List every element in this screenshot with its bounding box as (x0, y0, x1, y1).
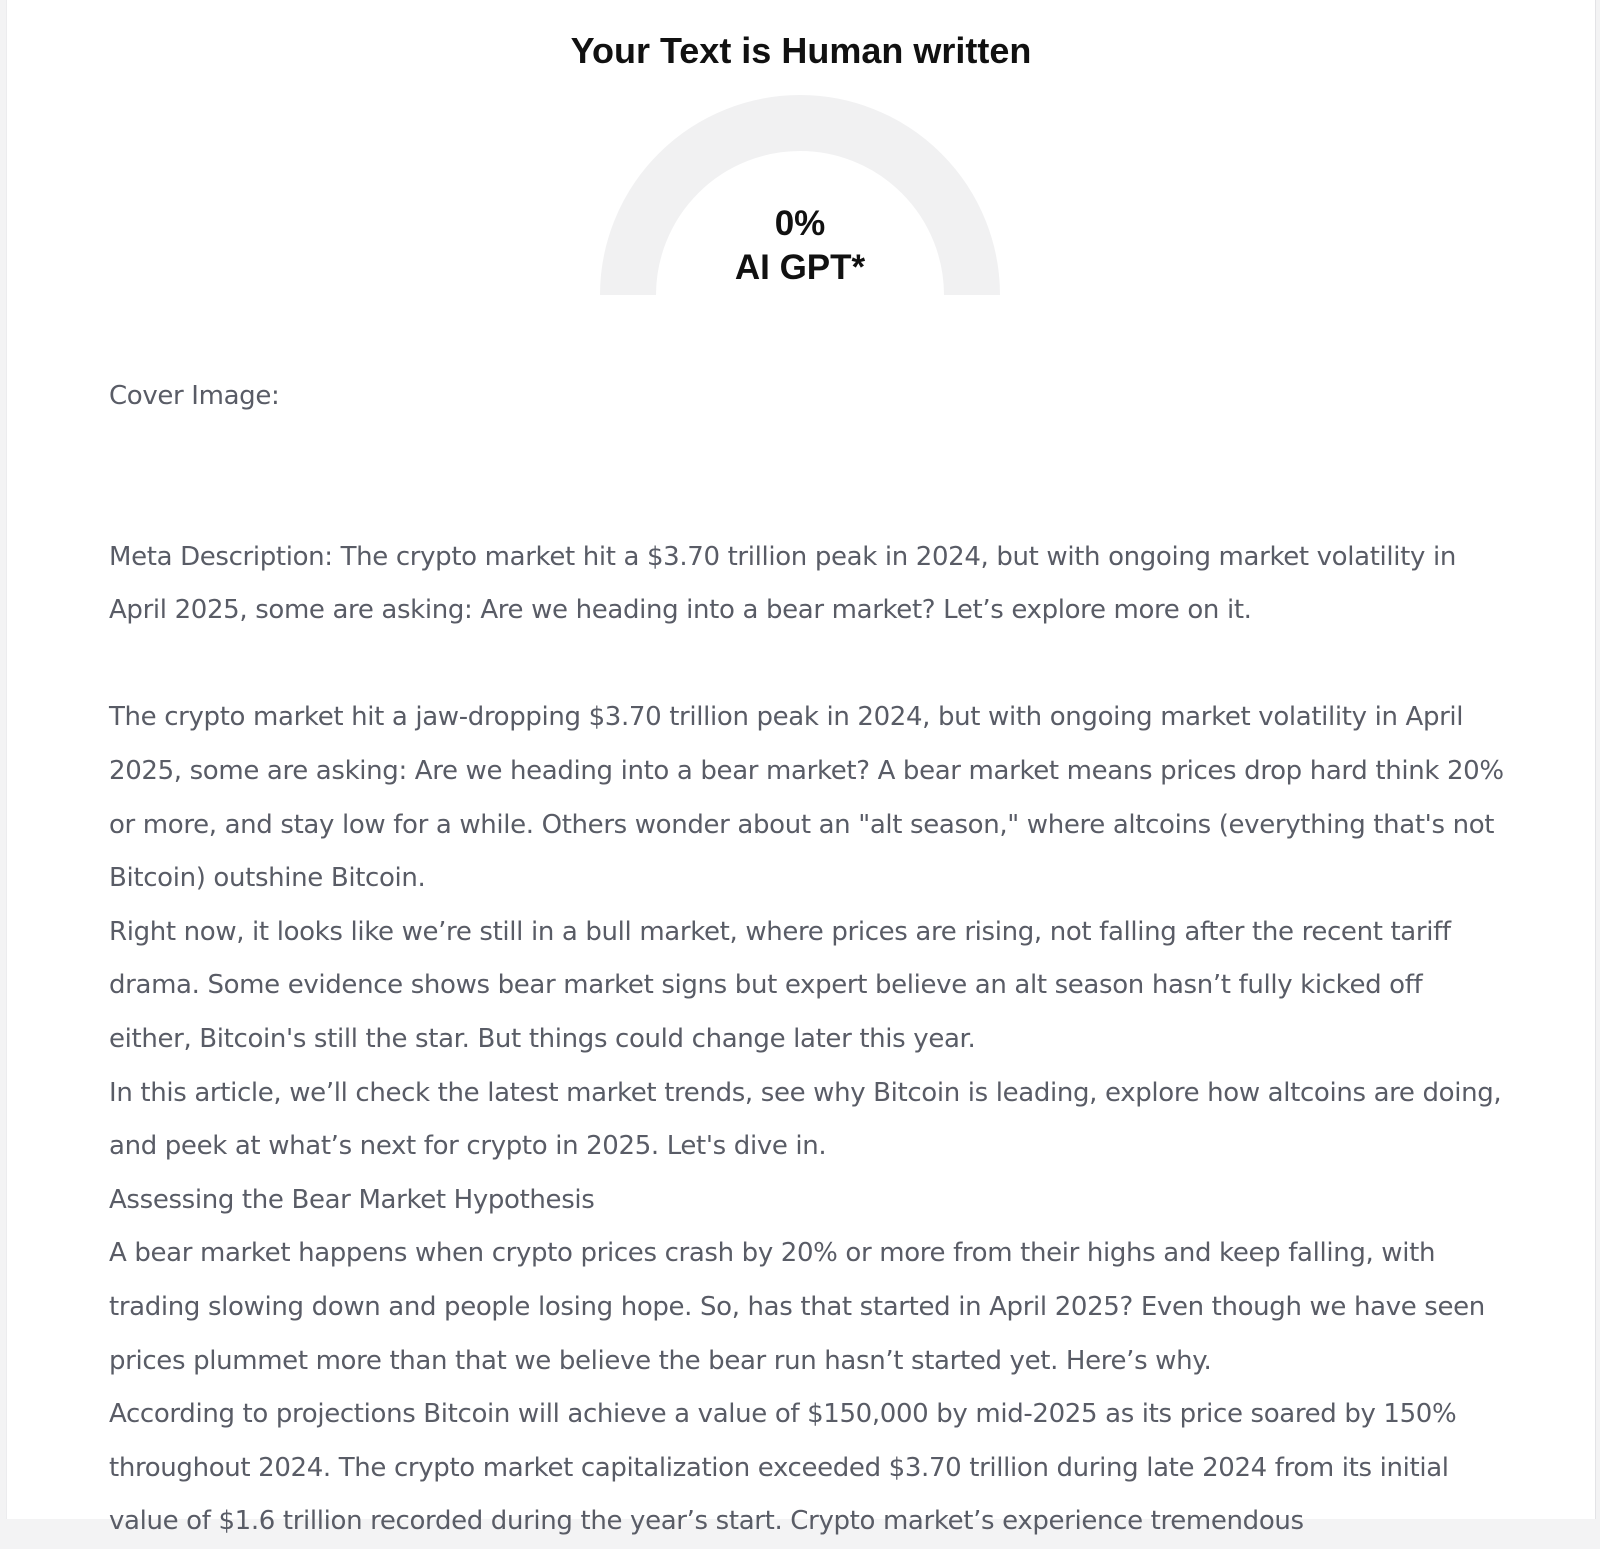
analyzed-text (109, 370, 1509, 1549)
paragraph: Right now, it looks like we’re still in a bull market, where prices are rising, not falling after the recent tariff drama. Some evidence shows bear market signs but expert believe an alt season hasn’t fully kicked off either, Bitcoin's still the star. But things could change later this year. (109, 916, 1451, 1054)
meta-description: Meta Description: The crypto market hit a $3.70 trillion peak in 2024, but with ongoing market volatility in April 2025, some are asking: Are we heading into a bear market? Let’s explore more on it. (109, 541, 1456, 626)
paragraph: In this article, we’ll check the latest market trends, see why Bitcoin is leading, explore how altcoins are doing, and peek at what’s next for crypto in 2025. Let's dive in. (109, 1077, 1502, 1162)
spacer (109, 638, 1509, 692)
section-heading: Assessing the Bear Market Hypothesis (109, 1184, 595, 1215)
spacer (109, 424, 1509, 531)
paragraph: The crypto market hit a jaw-dropping $3.70 trillion peak in 2024, but with ongoing market volatility in April 2025, some are asking: Are we heading into a bear market? A bear market means prices drop hard think 20% or more, and stay low for a while. Others wonder about an "alt season," where altcoins (everything that's not Bitcoin) outshine Bitcoin. (109, 702, 1504, 894)
result-heading: Your Text is Human written (570, 30, 1032, 71)
ai-score-gauge (615, 110, 985, 300)
ai-score-label: AI GPT* (734, 248, 866, 287)
paragraph: According to projections Bitcoin will achieve a value of $150,000 by mid-2025 as its price soared by 150% throughout 2024. The crypto market capitalization exceeded $3.70 trillion during late 2024 from its initial value of $1.6 trillion recorded during the year’s start. Crypto market’s experience tremendous (109, 1399, 1457, 1537)
detector-result-panel (6, 0, 1596, 1537)
cover-image-line: Cover Image: (109, 381, 280, 411)
ai-score-value: 0% (774, 204, 826, 243)
paragraph: A bear market happens when crypto prices crash by 20% or more from their highs and keep falling, with trading slowing down and people losing hope. So, has that started in April 2025? Even though we have seen prices plummet more than that we believe the bear run hasn’t started yet. Here’s why. (109, 1238, 1485, 1376)
